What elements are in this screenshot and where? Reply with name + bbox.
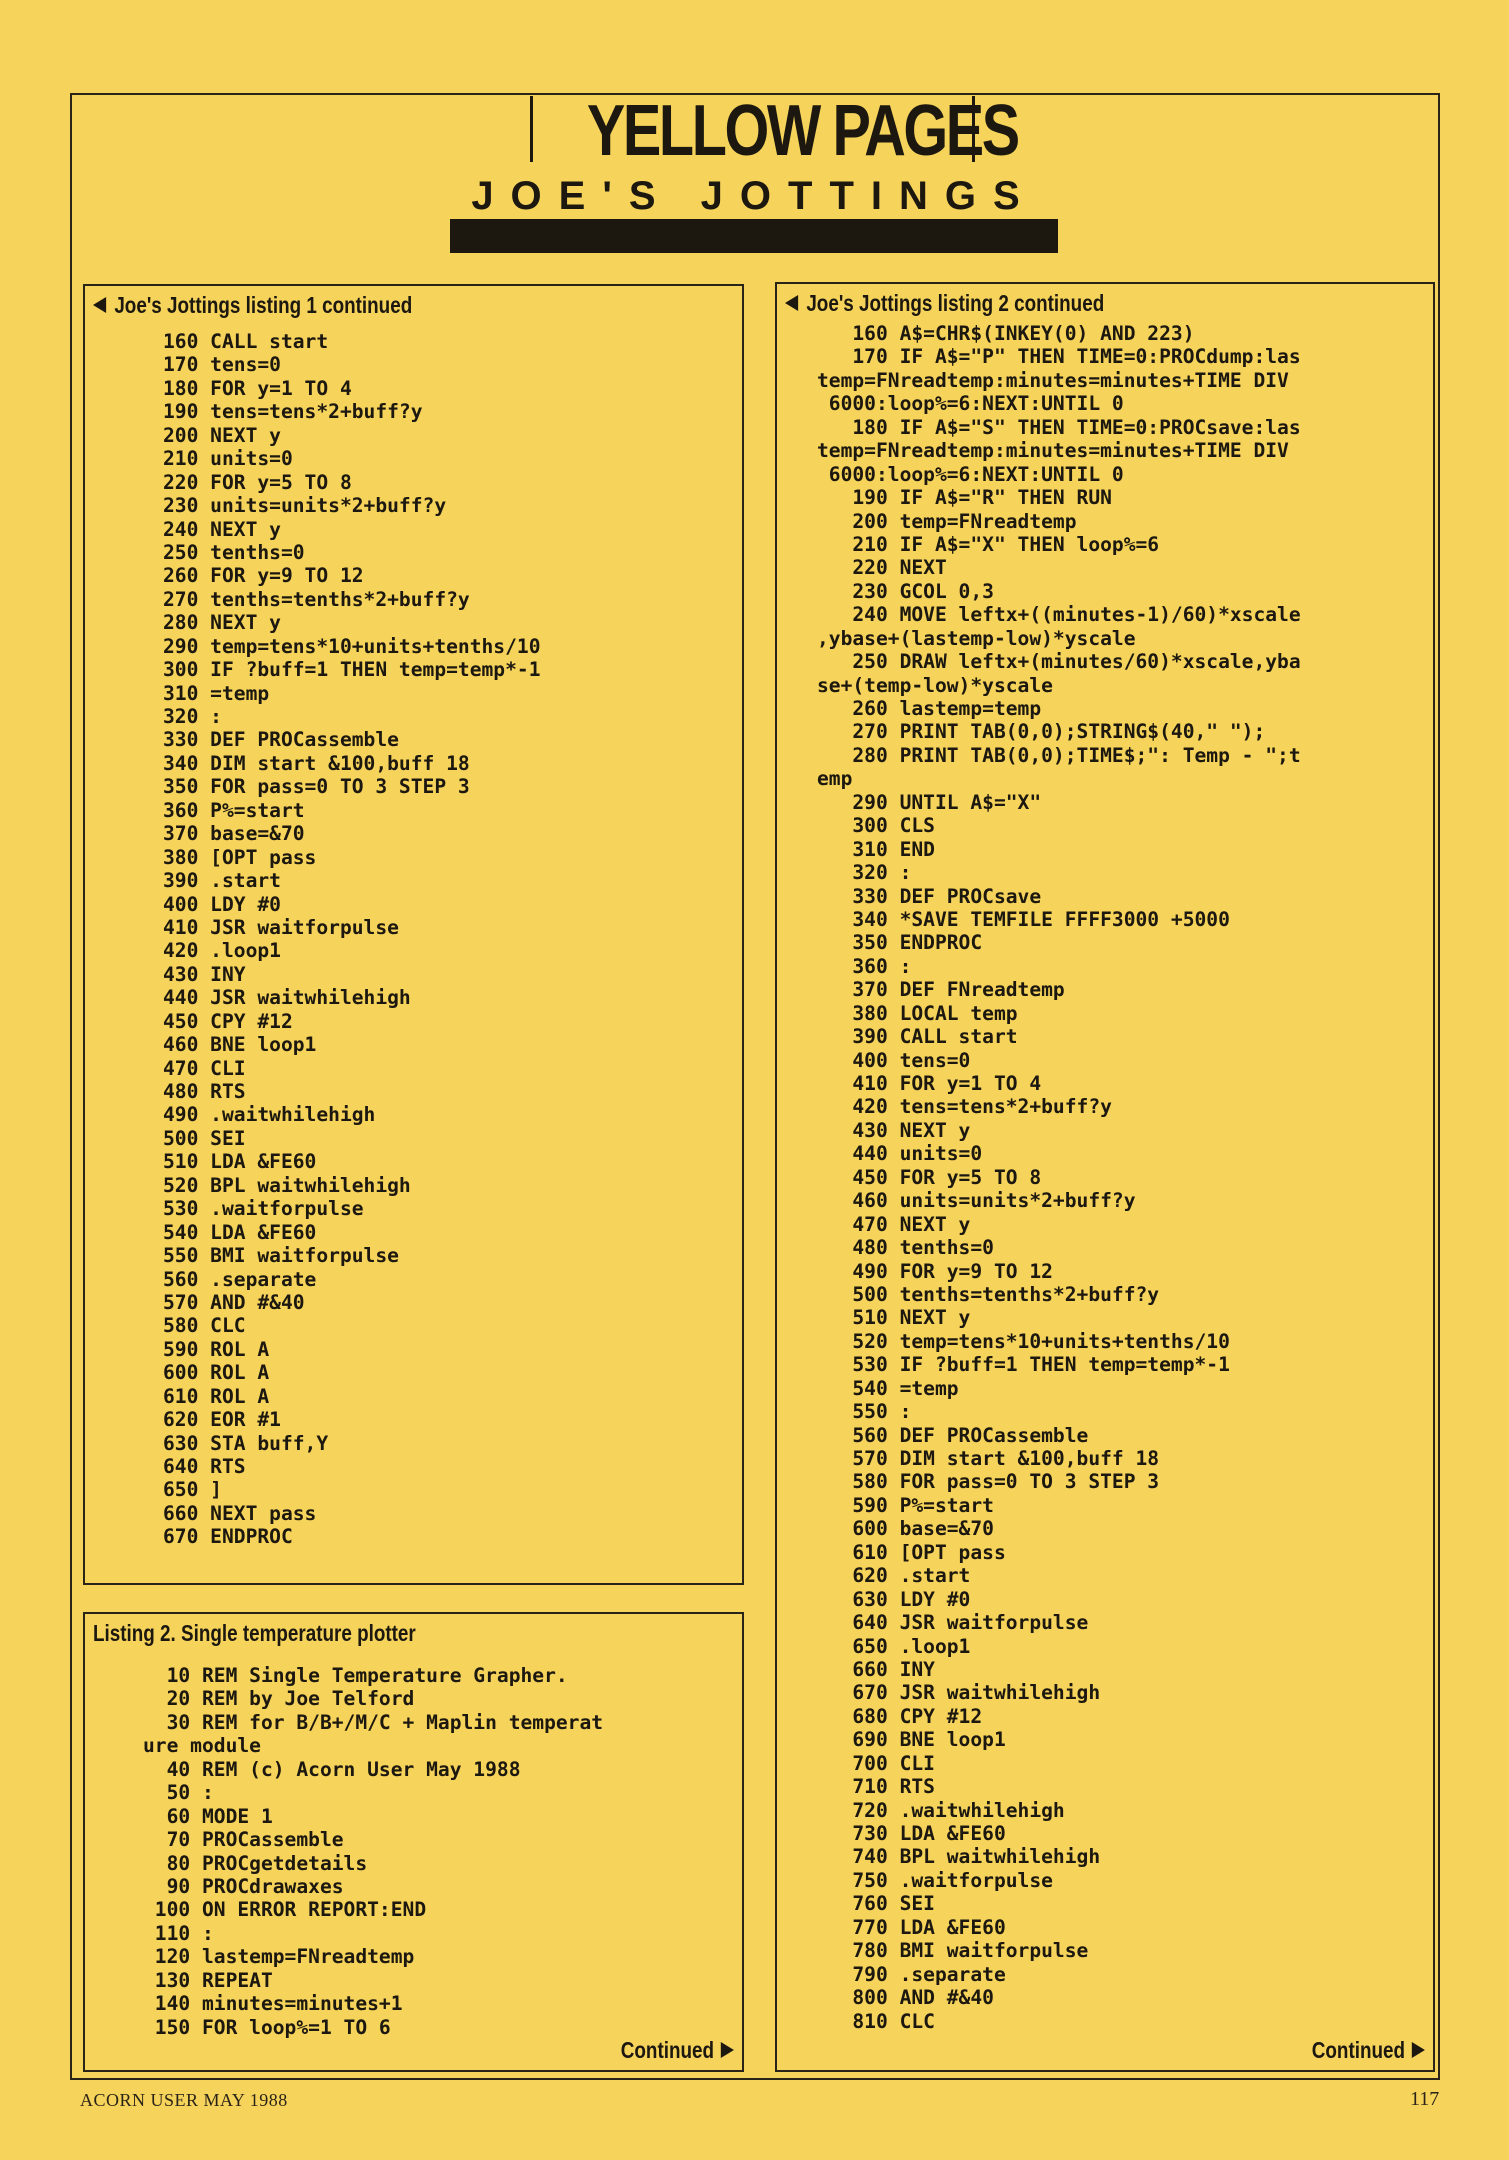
continued-label: Continued	[1312, 2037, 1406, 2063]
code-line: 270 PRINT TAB(0,0);STRING$(40," ");	[817, 720, 1266, 744]
continued-marker	[621, 2037, 734, 2064]
code-line: 450 CPY #12	[163, 1009, 293, 1033]
code-line: 450 FOR y=5 TO 8	[817, 1165, 1042, 1189]
code-line: 580 CLC	[163, 1314, 246, 1338]
listing-2-continued-heading-text: Joe's Jottings listing 2 continued	[806, 290, 1105, 316]
code-line: 770 LDA &FE60	[817, 1915, 1006, 1939]
code-line: 330 DEF PROCassemble	[163, 728, 399, 752]
code-line: 630 STA buff,Y	[163, 1431, 329, 1455]
code-line: 730 LDA &FE60	[817, 1822, 1006, 1845]
code-line: 470 CLI	[163, 1056, 246, 1080]
code-line: 570 DIM start &100,buff 18	[817, 1447, 1160, 1470]
code-line: 240 MOVE leftx+((minutes-1)/60)*xscale	[817, 603, 1301, 627]
code-line: 580 FOR pass=0 TO 3 STEP 3	[817, 1470, 1160, 1494]
code-line: 460 BNE loop1	[163, 1033, 317, 1057]
code-line: 410 JSR waitforpulse	[163, 915, 399, 939]
code-line: 560 DEF PROCassemble	[817, 1423, 1089, 1447]
triangle-left-icon	[93, 297, 106, 313]
code-line: 560 .separate	[163, 1267, 317, 1291]
code-line: 230 units=units*2+buff?y	[163, 494, 447, 518]
code-line: 670 ENDPROC	[163, 1525, 293, 1549]
listing-1-panel	[83, 284, 744, 1585]
code-line: 530 .waitforpulse	[163, 1197, 364, 1221]
code-line: 150 FOR loop%=1 TO 6	[143, 2015, 391, 2039]
code-line: 720 .waitwhilehigh	[817, 1798, 1065, 1822]
code-line: 470 NEXT y	[817, 1212, 971, 1236]
code-line: 460 units=units*2+buff?y	[817, 1189, 1136, 1213]
code-line: 600 base=&70	[817, 1517, 994, 1541]
code-line: 640 RTS	[163, 1455, 246, 1478]
code-line: 180 IF A$="S" THEN TIME=0:PROCsave:las	[817, 415, 1301, 439]
code-line: 490 .waitwhilehigh	[163, 1103, 376, 1127]
code-line: 420 tens=tens*2+buff?y	[817, 1095, 1112, 1119]
code-line: 620 EOR #1	[163, 1408, 281, 1432]
code-line: 600 ROL A	[163, 1361, 270, 1385]
subtitle-rule	[450, 219, 1058, 253]
listing-1-heading	[93, 292, 412, 319]
code-line: 190 tens=tens*2+buff?y	[163, 400, 423, 424]
code-line: 330 DEF PROCsave	[817, 884, 1042, 908]
code-line: temp=FNreadtemp:minutes=minutes+TIME DIV	[817, 439, 1289, 463]
code-line: 260 FOR y=9 TO 12	[163, 564, 364, 588]
code-line: 340 DIM start &100,buff 18	[163, 751, 470, 775]
footer-publication: ACORN USER MAY 1988	[80, 2090, 288, 2110]
code-line: 440 JSR waitwhilehigh	[163, 986, 411, 1010]
code-line: 200 temp=FNreadtemp	[817, 509, 1077, 533]
code-line: 550 BMI waitforpulse	[163, 1244, 399, 1268]
code-line: 20 REM by Joe Telford	[143, 1687, 415, 1711]
code-line: 100 ON ERROR REPORT:END	[143, 1898, 427, 1922]
code-line: 310 END	[817, 837, 935, 861]
code-line: 430 INY	[163, 962, 246, 986]
code-line: 280 PRINT TAB(0,0);TIME$;": Temp - ";t	[817, 743, 1301, 767]
listing-2-heading: Listing 2. Single temperature plotter	[93, 1620, 416, 1646]
code-line: 360 P%=start	[163, 798, 305, 822]
code-line: 270 tenths=tenths*2+buff?y	[163, 587, 470, 611]
code-line: 370 DEF FNreadtemp	[817, 978, 1065, 1002]
code-line: 520 BPL waitwhilehigh	[163, 1173, 411, 1197]
code-line: 180 FOR y=1 TO 4	[163, 376, 352, 400]
code-line: 290 UNTIL A$="X"	[817, 790, 1042, 814]
code-line: 170 IF A$="P" THEN TIME=0:PROCdump:las	[817, 345, 1301, 369]
code-line: 540 =temp	[817, 1376, 959, 1400]
code-line: 390 .start	[163, 869, 281, 893]
code-line: 750 .waitforpulse	[817, 1868, 1053, 1892]
code-line: 590 ROL A	[163, 1337, 270, 1361]
code-line: 60 MODE 1	[143, 1804, 273, 1828]
listing-2-code	[143, 1664, 603, 2039]
code-line: 440 units=0	[817, 1142, 983, 1166]
code-line: se+(temp-low)*yscale	[817, 673, 1053, 697]
code-line: 680 CPY #12	[817, 1704, 983, 1728]
code-line: 670 JSR waitwhilehigh	[817, 1681, 1101, 1705]
continued-label: Continued	[621, 2037, 715, 2063]
code-line: 400 LDY #0	[163, 892, 281, 916]
code-line: 740 BPL waitwhilehigh	[817, 1845, 1101, 1869]
code-line: 290 temp=tens*10+units+tenths/10	[163, 634, 541, 658]
code-line: 230 GCOL 0,3	[817, 579, 994, 603]
code-line: 400 tens=0	[817, 1048, 971, 1072]
code-line: 570 AND #&40	[163, 1290, 305, 1314]
code-line: 620 .start	[817, 1564, 971, 1588]
code-line: 430 NEXT y	[817, 1118, 971, 1142]
listing-2-continued-code	[817, 322, 1301, 2033]
code-line: 200 NEXT y	[163, 423, 281, 447]
code-line: 300 IF ?buff=1 THEN temp=temp*-1	[163, 658, 541, 682]
code-line: 690 BNE loop1	[817, 1728, 1006, 1752]
code-line: 540 LDA &FE60	[163, 1220, 317, 1244]
page-title: YELLOW PAGES	[586, 91, 1018, 171]
code-line: 110 :	[143, 1921, 214, 1945]
code-line: 140 minutes=minutes+1	[143, 1992, 403, 2016]
code-line: emp	[817, 767, 853, 791]
code-line: 660 NEXT pass	[163, 1501, 317, 1525]
code-line: 250 tenths=0	[163, 540, 305, 564]
code-line: 410 FOR y=1 TO 4	[817, 1072, 1042, 1095]
code-line: 350 FOR pass=0 TO 3 STEP 3	[163, 775, 470, 799]
code-line: 790 .separate	[817, 1962, 1006, 1986]
code-line: 530 IF ?buff=1 THEN temp=temp*-1	[817, 1353, 1230, 1377]
code-line: 6000:loop%=6:NEXT:UNTIL 0	[817, 392, 1124, 416]
code-line: 250 DRAW leftx+(minutes/60)*xscale,yba	[817, 650, 1301, 674]
code-line: 650 .loop1	[817, 1634, 971, 1658]
code-line: 480 RTS	[163, 1080, 246, 1103]
code-line: 810 CLC	[817, 2009, 935, 2033]
code-line: 70 PROCassemble	[143, 1828, 344, 1852]
code-line: 370 base=&70	[163, 822, 305, 846]
code-line: 190 IF A$="R" THEN RUN	[817, 486, 1112, 510]
code-line: 40 REM (c) Acorn User May 1988	[143, 1757, 521, 1781]
listing-2-panel	[83, 1612, 744, 2072]
code-line: ure module	[143, 1734, 261, 1758]
code-line: 710 RTS	[817, 1775, 935, 1799]
code-line: 510 LDA &FE60	[163, 1150, 317, 1174]
masthead	[530, 91, 1018, 171]
code-line: 340 *SAVE TEMFILE FFFF3000 +5000	[817, 907, 1230, 931]
code-line: 520 temp=tens*10+units+tenths/10	[817, 1329, 1230, 1353]
code-line: 30 REM for B/B+/M/C + Maplin temperat	[143, 1710, 604, 1734]
listing-2-continued-heading	[785, 290, 1104, 317]
code-line: 660 INY	[817, 1657, 935, 1681]
code-line: 500 tenths=tenths*2+buff?y	[817, 1282, 1160, 1306]
code-line: 6000:loop%=6:NEXT:UNTIL 0	[817, 462, 1124, 486]
code-line: 420 .loop1	[163, 939, 281, 963]
code-line: 590 P%=start	[817, 1493, 994, 1517]
code-line: 360 :	[817, 954, 912, 978]
listing-1-code	[163, 330, 541, 1549]
code-line: 390 CALL start	[817, 1025, 1018, 1049]
code-line: 380 LOCAL temp	[817, 1001, 1018, 1025]
code-line: 120 lastemp=FNreadtemp	[143, 1945, 415, 1969]
code-line: 160 CALL start	[163, 330, 329, 353]
code-line: 300 CLS	[817, 814, 935, 838]
code-line: 210 units=0	[163, 447, 293, 471]
code-line: 510 NEXT y	[817, 1306, 971, 1330]
continued-marker	[1312, 2037, 1425, 2064]
code-line: 610 ROL A	[163, 1384, 270, 1408]
listing-1-heading-text: Joe's Jottings listing 1 continued	[114, 292, 413, 318]
code-line: 320 :	[817, 861, 912, 885]
footer-page-number: 117	[1410, 2088, 1440, 2110]
code-line: 220 FOR y=5 TO 8	[163, 470, 352, 494]
code-line: 50 :	[143, 1781, 214, 1805]
code-line: 310 =temp	[163, 681, 270, 705]
code-line: 260 lastemp=temp	[817, 697, 1042, 720]
triangle-right-icon	[1412, 2042, 1425, 2058]
code-line: 80 PROCgetdetails	[143, 1851, 368, 1875]
code-line: 630 LDY #0	[817, 1587, 971, 1611]
code-line: temp=FNreadtemp:minutes=minutes+TIME DIV	[817, 368, 1289, 392]
triangle-right-icon	[721, 2042, 734, 2058]
listing-2-continued-panel	[775, 282, 1435, 2072]
code-line: 90 PROCdrawaxes	[143, 1874, 344, 1898]
code-line: 500 SEI	[163, 1126, 246, 1150]
code-line: 780 BMI waitforpulse	[817, 1939, 1089, 1963]
code-line: 550 :	[817, 1400, 912, 1424]
code-line: ,ybase+(lastemp-low)*yscale	[817, 626, 1136, 650]
code-line: 610 [OPT pass	[817, 1540, 1006, 1564]
code-line: 320 :	[163, 705, 222, 728]
code-line: 170 tens=0	[163, 353, 281, 377]
code-line: 480 tenths=0	[817, 1236, 994, 1260]
code-line: 220 NEXT	[817, 556, 947, 580]
code-line: 10 REM Single Temperature Grapher.	[143, 1664, 568, 1687]
triangle-left-icon	[785, 295, 798, 311]
code-line: 160 A$=CHR$(INKEY(0) AND 223)	[817, 322, 1195, 345]
code-line: 210 IF A$="X" THEN loop%=6	[817, 532, 1160, 556]
code-line: 350 ENDPROC	[817, 931, 983, 955]
code-line: 130 REPEAT	[143, 1968, 273, 1992]
code-line: 640 JSR waitforpulse	[817, 1611, 1089, 1635]
code-line: 650 ]	[163, 1478, 222, 1502]
code-line: 700 CLI	[817, 1751, 935, 1775]
code-line: 490 FOR y=9 TO 12	[817, 1259, 1053, 1283]
section-subtitle: JOE'S JOTTINGS	[471, 174, 1037, 218]
code-line: 240 NEXT y	[163, 517, 281, 541]
code-line: 380 [OPT pass	[163, 845, 317, 869]
code-line: 800 AND #&40	[817, 1986, 994, 2010]
code-line: 280 NEXT y	[163, 611, 281, 635]
code-line: 760 SEI	[817, 1892, 935, 1916]
